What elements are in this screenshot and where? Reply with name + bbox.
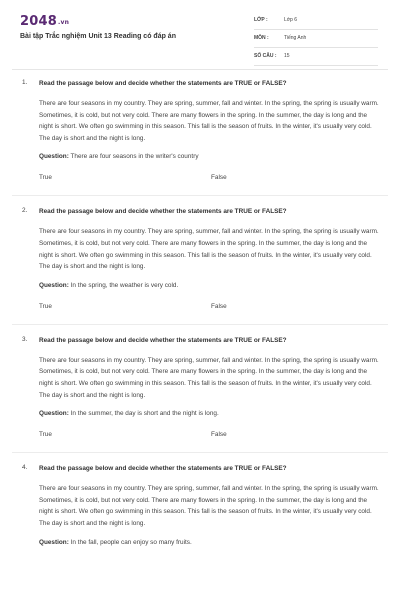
meta-value: Lớp 6 — [284, 17, 298, 23]
question-divider — [12, 452, 388, 453]
meta-row-count — [254, 50, 378, 66]
question-label: Question: — [39, 410, 69, 418]
question-list — [0, 79, 400, 547]
reading-passage: There are four seasons in my country. They are spring, summer, fall and winter. In the spring, the spring is usually warm. Sometimes, it is cold, but not very cold. There are many flowers in the spring. In the summer, the day is long and the night is short. We often go swimming in this season. This fall is the season of fruits. In the winter, it's usually very cold. The day is short and the night is long. — [39, 485, 379, 527]
question-number: 1. — [22, 79, 28, 86]
option-true[interactable]: True — [39, 302, 52, 310]
question-instruction: Read the passage below and decide whether the statements are TRUE or FALSE? — [39, 465, 287, 473]
meta-value: Tiếng Anh — [284, 35, 307, 41]
meta-key: LỚP : — [254, 17, 268, 23]
meta-value: 15 — [284, 53, 290, 59]
question-text: In the fall, people can enjoy so many fruits. — [68, 538, 192, 546]
question-item — [0, 79, 400, 196]
question-text: There are four seasons in the writer's country — [68, 153, 199, 161]
option-true[interactable]: True — [39, 431, 52, 439]
question-label: Question: — [39, 538, 69, 546]
question-label: Question: — [39, 153, 69, 161]
answer-options — [39, 431, 382, 440]
logo-suffix: .vn — [57, 19, 70, 26]
question-statement — [39, 281, 382, 290]
question-statement — [39, 152, 382, 161]
reading-passage: There are four seasons in my country. They are spring, summer, fall and winter. In the spring, the spring is usually warm. Sometimes, it is cold, but not very cold. There are many flowers in the spring. In the summer, the day is long and the night is short. We often go swimming in this season. This fall is the season of fruits. In the winter, it's usually very cold. The day is short and the night is long. — [39, 100, 379, 142]
option-true[interactable]: True — [39, 174, 52, 182]
question-number: 4. — [22, 464, 28, 472]
question-divider — [12, 195, 388, 196]
site-logo[interactable] — [20, 14, 69, 29]
question-statement — [39, 538, 382, 547]
question-item — [0, 464, 400, 546]
question-instruction: Read the passage below and decide whether the statements are TRUE or FALSE? — [39, 208, 287, 216]
meta-row-subject — [254, 32, 378, 48]
question-label: Question: — [39, 281, 69, 289]
meta-table — [254, 14, 378, 68]
reading-passage: There are four seasons in my country. They are spring, summer, fall and winter. In the spring, the spring is usually warm. Sometimes, it is cold, but not very cold. There are many flowers in the spring. In the summer, the day is long and the night is short. We often go swimming in this season. This fall is the season of fruits. In the winter, it's usually very cold. The day is short and the night is long. — [39, 356, 379, 399]
document-header — [0, 0, 400, 64]
question-divider — [12, 324, 388, 325]
question-text: In the spring, the weather is very cold. — [68, 281, 179, 289]
question-text: In the summer, the day is short and the night is long. — [68, 410, 219, 418]
answer-options — [39, 303, 382, 312]
question-item — [0, 207, 400, 324]
meta-key: MÔN : — [254, 35, 269, 41]
meta-key: SỐ CÂU : — [254, 53, 277, 59]
question-number: 3. — [22, 335, 28, 343]
header-divider — [12, 69, 388, 70]
question-statement — [39, 409, 382, 418]
question-instruction: Read the passage below and decide whether the statements are TRUE or FALSE? — [39, 336, 287, 344]
reading-passage: There are four seasons in my country. They are spring, summer, fall and winter. In the spring, the spring is usually warm. Sometimes, it is cold, but not very cold. There are many flowers in the spring. In the summer, the day is long and the night is short. We often go swimming in this season. This fall is the season of fruits. In the winter, it's usually very cold. The day is short and the night is long. — [39, 228, 379, 271]
meta-row-class — [254, 14, 378, 30]
logo-main: 2048 — [20, 14, 57, 29]
option-false[interactable]: False — [211, 302, 227, 310]
option-false[interactable]: False — [211, 431, 227, 439]
question-number: 2. — [22, 207, 28, 215]
question-instruction: Read the passage below and decide whether the statements are TRUE or FALSE? — [39, 80, 287, 87]
page-title: Bài tập Trắc nghiệm Unit 13 Reading có đáp án — [20, 33, 176, 40]
option-false[interactable]: False — [211, 174, 227, 182]
question-item — [0, 336, 400, 453]
answer-options — [39, 174, 382, 183]
